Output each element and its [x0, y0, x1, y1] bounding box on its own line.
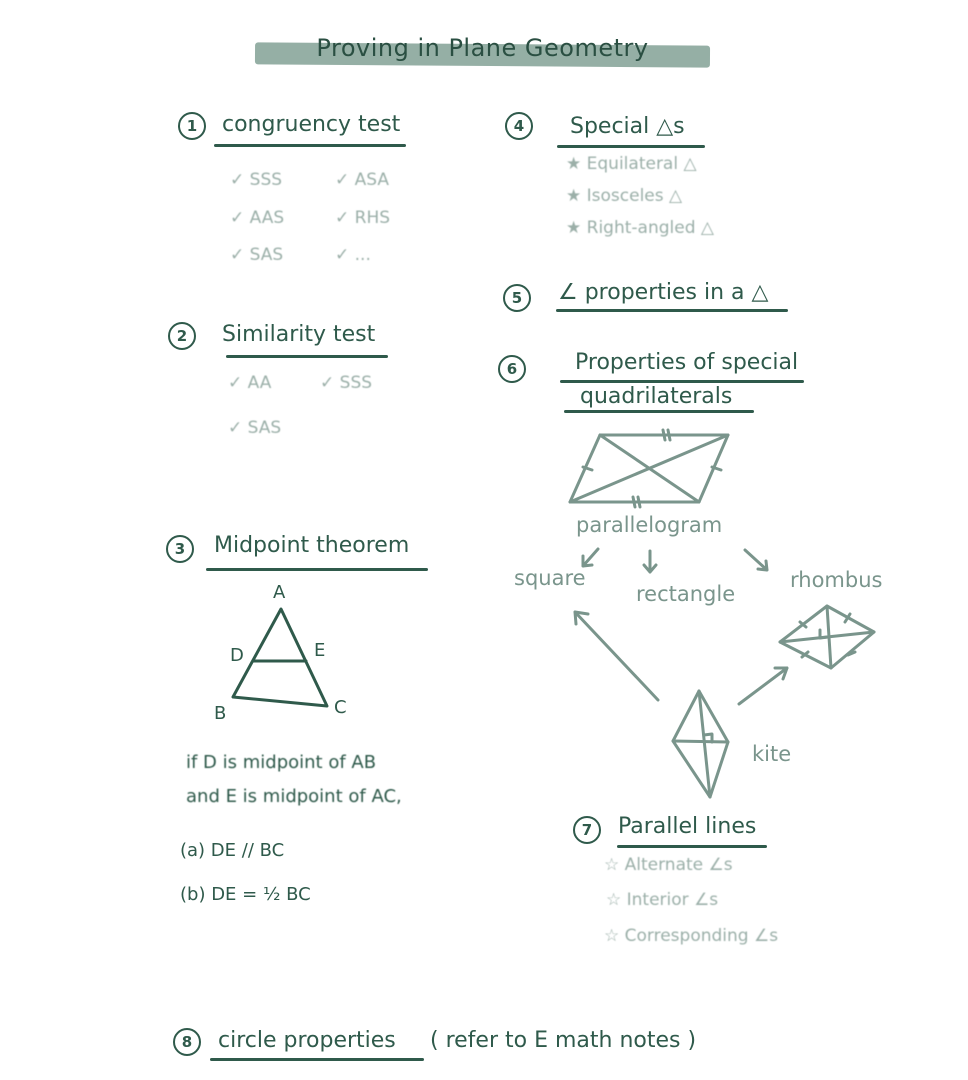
section-1-item: ✓ SSS: [230, 170, 283, 190]
section-7-item: ☆ Alternate ∠s: [604, 855, 733, 875]
section-1-item: ✓ AAS: [230, 208, 285, 228]
section-8-underline: [210, 1058, 424, 1061]
vertex-label-e: E: [314, 640, 326, 661]
section-4-item: ★ Equilateral △: [566, 154, 697, 174]
midpoint-result-b: (b) DE = ½ BC: [180, 884, 311, 905]
section-5-number: 5: [503, 284, 531, 312]
section-1-item: ✓ ASA: [335, 170, 390, 190]
section-2-number: 2: [168, 322, 196, 350]
section-6-heading-line-1: Properties of special: [575, 350, 799, 375]
section-4-item: ★ Isosceles △: [566, 186, 683, 206]
midpoint-note-line-2: and E is midpoint of AC,: [186, 786, 402, 807]
section-6-number: 6: [498, 355, 526, 383]
label-rectangle: rectangle: [636, 582, 736, 606]
section-1-heading: congruency test: [222, 112, 401, 137]
section-7-item: ☆ Corresponding ∠s: [604, 926, 779, 946]
section-7-heading: Parallel lines: [618, 814, 757, 839]
vertex-label-c: C: [334, 697, 347, 718]
section-3-number: 3: [166, 535, 194, 563]
section-7-item: ☆ Interior ∠s: [606, 890, 719, 910]
section-4-number: 4: [505, 112, 533, 140]
label-parallelogram: parallelogram: [576, 513, 723, 537]
section-7-underline: [617, 845, 767, 848]
midpoint-note-line-1: if D is midpoint of AB: [186, 752, 377, 773]
section-8-heading: circle properties: [218, 1028, 396, 1053]
section-1-number: 1: [178, 112, 206, 140]
section-4-heading: Special △s: [570, 114, 685, 139]
section-6-heading-line-2: quadrilaterals: [580, 384, 733, 409]
section-2-item: ✓ SAS: [228, 418, 282, 438]
vertex-label-a: A: [273, 582, 286, 603]
section-1-item: ✓ ...: [335, 245, 371, 265]
section-3-heading: Midpoint theorem: [214, 533, 410, 558]
section-4-item: ★ Right-angled △: [566, 218, 714, 238]
section-2-heading: Similarity test: [222, 322, 376, 347]
vertex-label-d: D: [230, 645, 244, 666]
label-square: square: [514, 566, 586, 590]
page-title: Proving in Plane Geometry: [316, 34, 649, 62]
section-8-number: 8: [173, 1028, 201, 1056]
label-kite: kite: [752, 742, 792, 766]
section-1-item: ✓ RHS: [335, 208, 391, 228]
section-5-heading: ∠ properties in a △: [558, 280, 769, 305]
midpoint-result-a: (a) DE // BC: [180, 840, 285, 861]
section-7-number: 7: [573, 816, 601, 844]
vertex-label-b: B: [214, 703, 227, 724]
label-rhombus: rhombus: [790, 568, 883, 592]
section-2-item: ✓ SSS: [320, 373, 373, 393]
section-1-item: ✓ SAS: [230, 245, 284, 265]
section-2-item: ✓ AA: [228, 373, 272, 393]
section-8-note: ( refer to E math notes ): [430, 1028, 697, 1053]
